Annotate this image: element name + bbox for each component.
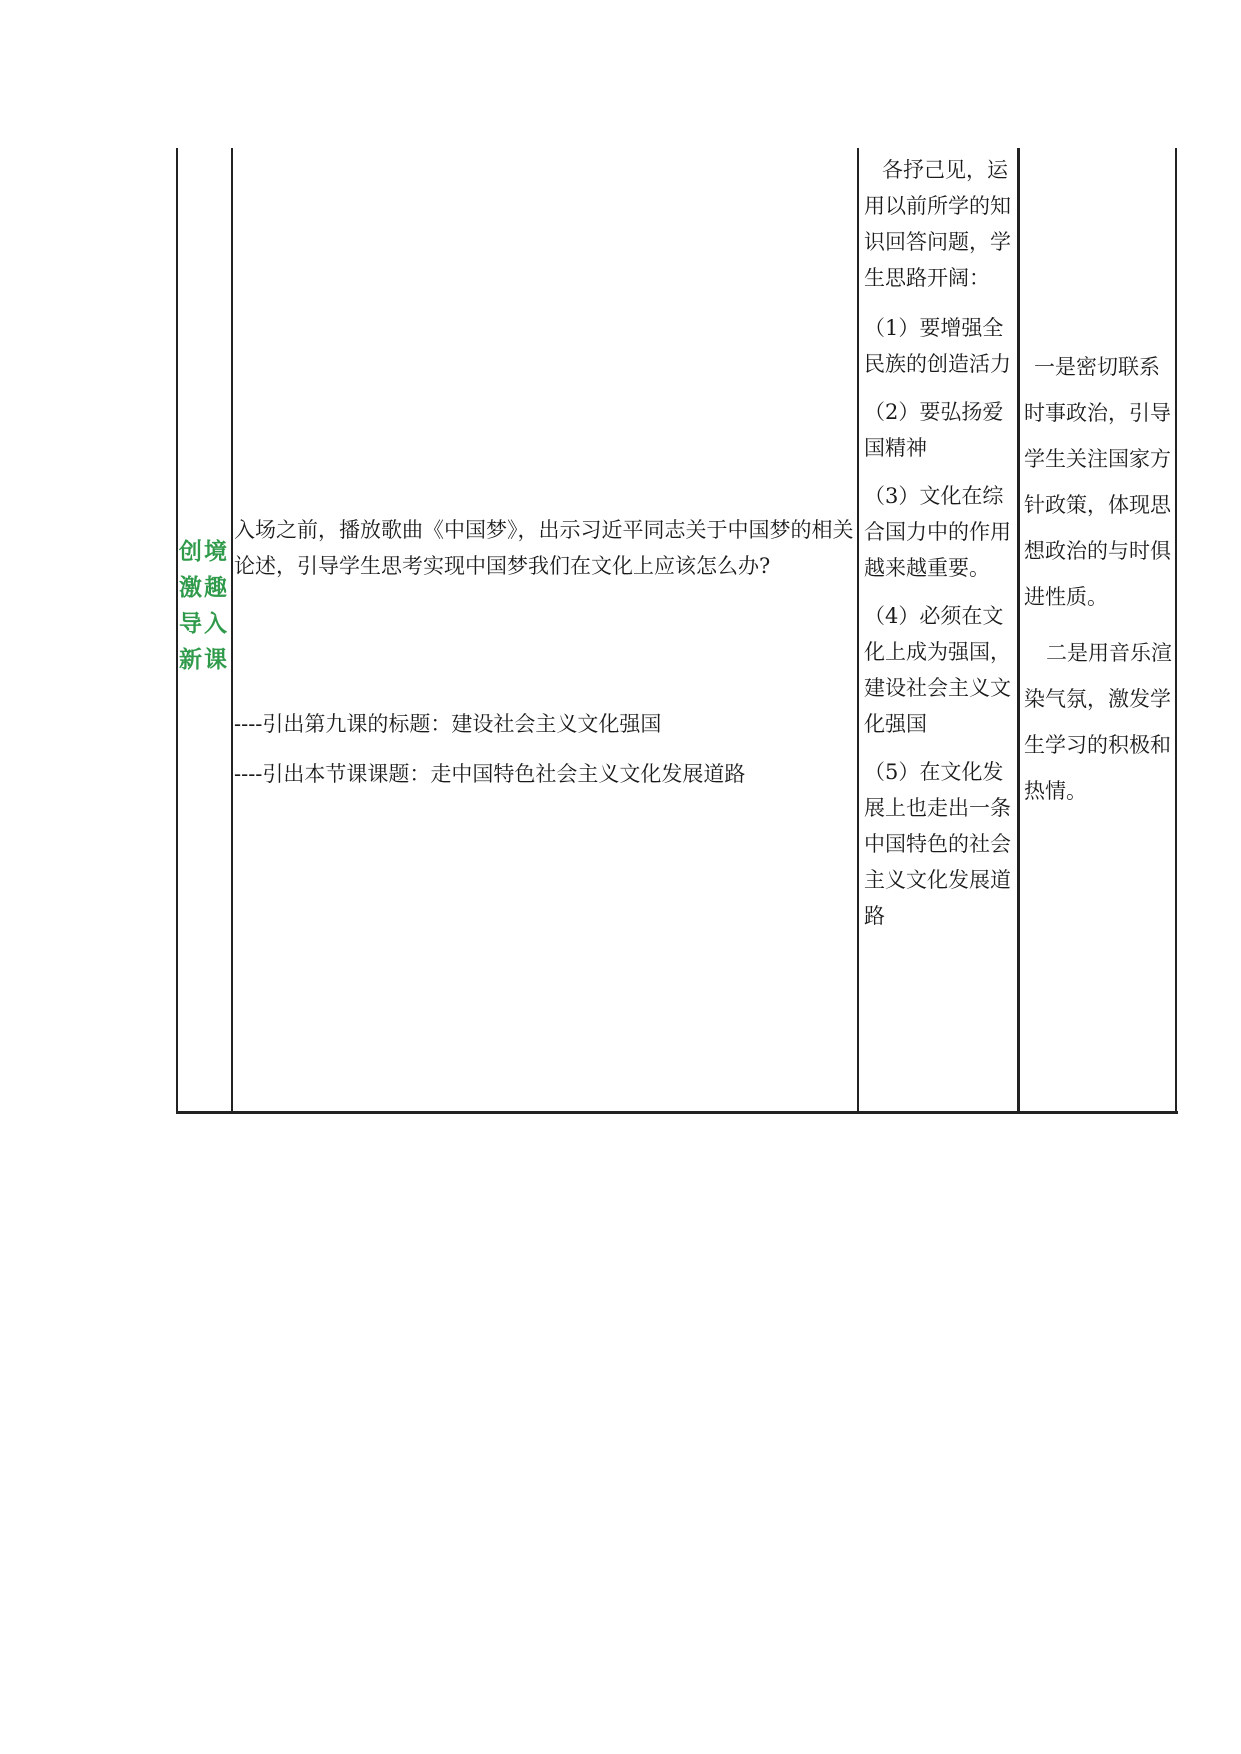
teacher-activity-line: ----引出第九课的标题：建设社会主义文化强国 (234, 712, 662, 736)
design-intent-paragraph: 二是用音乐渲染气氛，激发学生学习的积极和热情。 (1024, 641, 1172, 803)
student-activity-point: （3）文化在综合国力中的作用越来越重要。 (864, 484, 1011, 580)
table-border-left (176, 148, 178, 1114)
student-activity-point: （5）在文化发展上也走出一条中国特色的社会主义文化发展道路 (864, 760, 1011, 928)
table-border-right (1175, 148, 1177, 1114)
teacher-activity-lead: 入场之前，播放歌曲《中国梦》，出示习近平同志关于中国梦的相关论述，引导学生思考实现中国梦我们在文化上应该怎么办? (234, 518, 854, 578)
student-activity-point: （2）要弘扬爱国精神 (864, 400, 1004, 460)
student-activity-cell (864, 152, 1014, 946)
column-divider-3 (1017, 148, 1020, 1114)
design-intent-cell (1024, 344, 1174, 824)
student-activity-point: （4）必须在文化上成为强国，建设社会主义文化强国 (864, 604, 1011, 736)
table-border-bottom (176, 1111, 1178, 1114)
column-divider-2 (857, 148, 859, 1114)
student-activity-point: （1）要增强全民族的创造活力 (864, 316, 1011, 376)
stage-label: 创境激趣导入新课 (179, 539, 229, 673)
student-activity-intro: 各抒己见，运用以前所学的知识回答问题，学生思路开阔： (864, 158, 1011, 290)
lesson-plan-table (176, 148, 1178, 1114)
teacher-activity-cell (234, 512, 854, 806)
teacher-activity-line: ----引出本节课课题：走中国特色社会主义文化发展道路 (234, 762, 746, 786)
design-intent-paragraph: 一是密切联系时事政治，引导学生关注国家方针政策，体现思想政治的与时俱进性质。 (1024, 355, 1171, 609)
